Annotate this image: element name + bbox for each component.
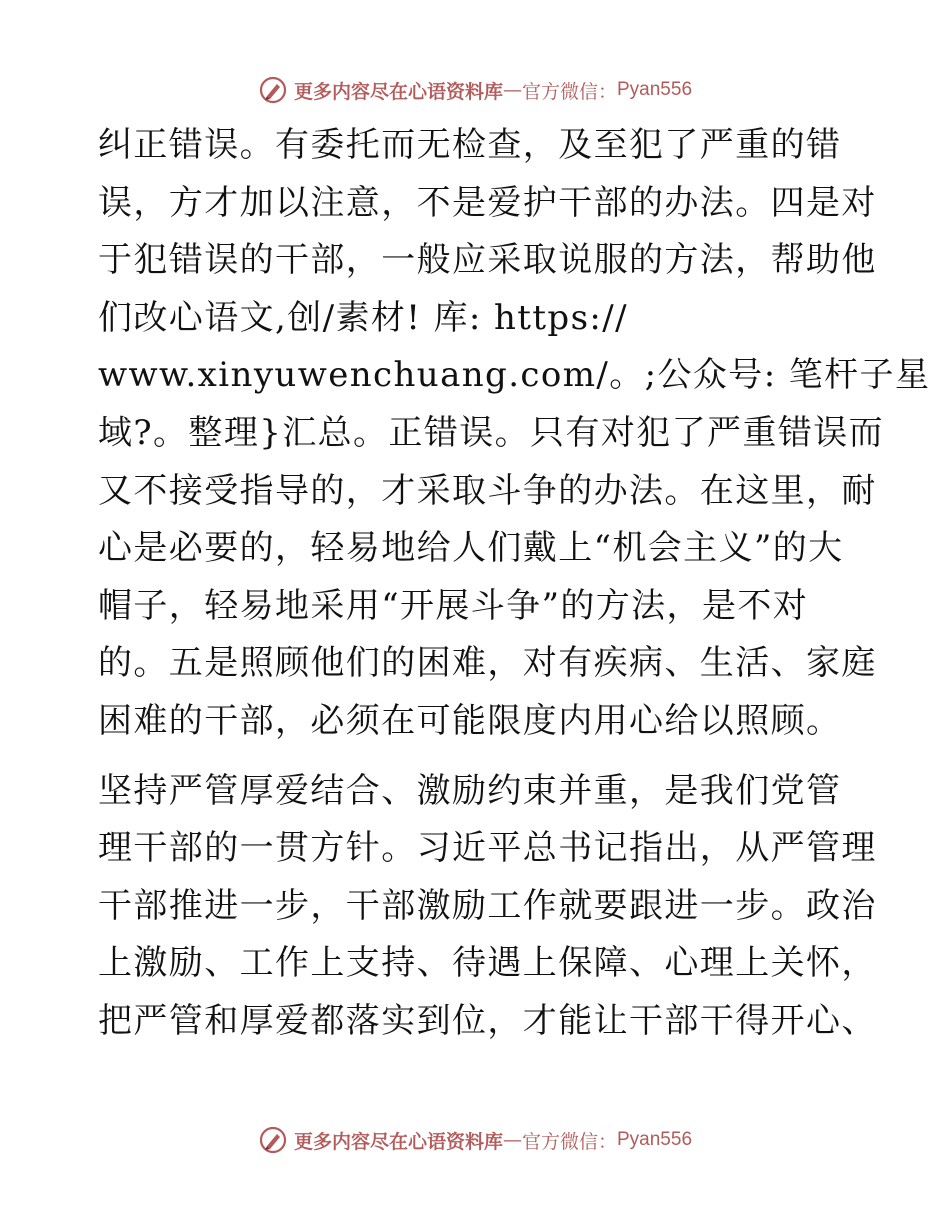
header-site-text: 更多内容尽在心语资料库: [293, 80, 503, 103]
header-official-label: 官方微信：: [521, 80, 617, 103]
text-line: 理干部的一贯方针。习近平总书记指出，从严管理: [98, 828, 877, 869]
text-line: 域?。整理}汇总。正错误。只有对犯了严重错误而: [98, 412, 885, 453]
footer-banner: [0, 1120, 950, 1160]
text-line: 干部推进一步，干部激励工作就要跟进一步。政治: [98, 885, 877, 926]
text-line: 坚持严管厚爱结合、激励约束并重，是我们党管: [98, 770, 842, 811]
footer-dash: —: [502, 1129, 522, 1151]
document-body: [98, 117, 931, 1051]
footer-wechat-id: Pyan556: [617, 1129, 693, 1150]
pen-logo-icon: [258, 75, 288, 105]
header-banner: [0, 70, 950, 110]
header-wechat-id: Pyan556: [617, 79, 693, 100]
text-line: 又不接受指导的，才采取斗争的办法。在这里，耐: [98, 470, 877, 511]
text-line: 帽子，轻易地采用“开展斗争”的方法，是不对: [98, 585, 809, 626]
text-line: 的。五是照顾他们的困难，对有疾病、生活、家庭: [98, 643, 877, 684]
text-line: 纠正错误。有委托而无检查，及至犯了严重的错: [98, 125, 842, 165]
text-line: 们改心语文,创/素材! 库: https://: [98, 297, 628, 338]
paragraph-gap: [98, 751, 858, 763]
footer-site-text: 更多内容尽在心语资料库: [293, 1130, 503, 1153]
footer-official-label: 官方微信：: [521, 1130, 617, 1153]
text-line: 困难的干部，必须在可能限度内用心给以照顾。: [98, 700, 842, 741]
text-line: 误，方才加以注意，不是爱护干部的办法。四是对: [98, 182, 877, 223]
text-line: www.xinyuwenchuang.com/。;公众号: 笔杆子星: [98, 355, 931, 396]
text-line: 心是必要的，轻易地给人们戴上“机会主义”的大: [98, 528, 844, 569]
paragraph-2: [98, 763, 877, 1051]
text-line: 于犯错误的干部，一般应采取说服的方法，帮助他: [98, 240, 877, 281]
pen-logo-icon: [258, 1125, 288, 1155]
header-dash: —: [502, 79, 522, 101]
text-line: 上激励、工作上支持、待遇上保障、心理上关怀，: [98, 943, 877, 984]
paragraph-1: [98, 117, 931, 751]
text-line: 把严管和厚爱都落实到位，才能让干部干得开心、: [98, 1000, 877, 1041]
